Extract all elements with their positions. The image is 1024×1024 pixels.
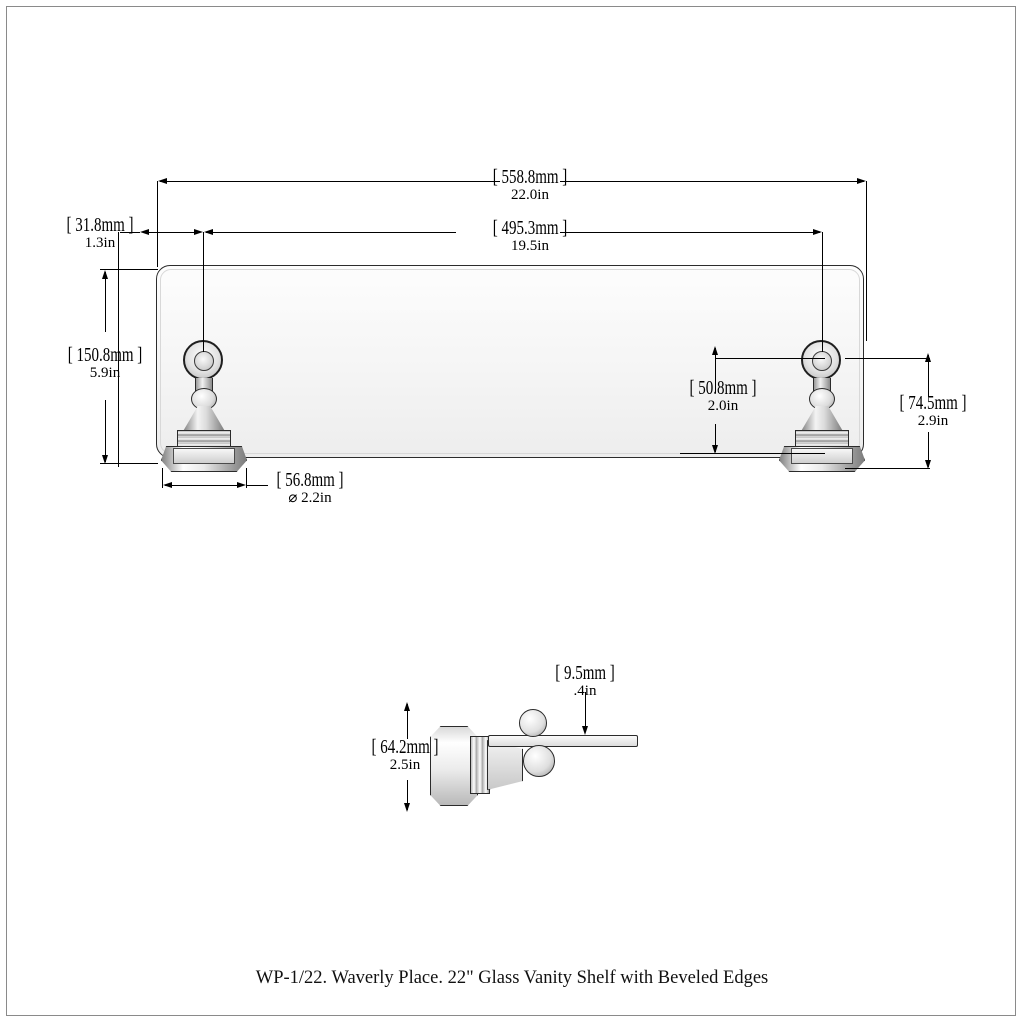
arrowhead-left-overall [158,178,167,184]
arrowhead-ctc-left [204,229,213,235]
shelf-bevel-edge [160,269,860,454]
dimension-line-ctc-left [206,232,456,233]
dimension-line-overall-right [560,181,864,182]
bracket-rosette-icon [801,340,841,380]
extension-line-center-left-post [203,232,204,352]
dim-side-projection: [ 64.2mm ] 2.5in [371,737,439,773]
extension-line-drop-top [715,358,825,359]
dimension-line-depth-bottom [105,400,106,462]
dimension-line-overall-left [160,181,500,182]
dim-edge-to-center: [ 31.8mm ] 1.3in [66,215,134,251]
bracket-cone [800,406,844,433]
side-view-upper-ball [519,709,547,737]
extension-line-center-right-post [822,232,823,352]
extension-line-drop-bottom [680,453,825,454]
page-border [6,6,1016,1016]
right-bracket [773,340,869,470]
bracket-base-inner [173,448,235,464]
side-view-glass-edge [488,735,638,747]
arrowhead-drop-up [712,346,718,355]
dim-center-to-center: [ 495.3mm ] 19.5in [492,218,568,254]
dim-overall-width: [ 558.8mm ] 22.0in [492,167,568,203]
arrowhead-right-overall [857,178,866,184]
arrowhead-thickness [582,726,588,735]
drawing-caption: WP-1/22. Waverly Place. 22" Glass Vanity Shelf with Beveled Edges [255,968,769,988]
left-bracket [155,340,251,470]
arrowhead-base-left [163,482,172,488]
dim-base-diameter: [ 56.8mm ] ⌀ 2.2in [276,470,344,506]
arrowhead-depth-up [102,270,108,279]
dim-bracket-height: [ 74.5mm ] 2.9in [899,393,967,429]
arrowhead-base-right [237,482,246,488]
dim-glass-thickness: [ 9.5mm ] .4in [555,663,615,699]
arrowhead-projection-up [404,702,410,711]
bracket-cone [182,406,226,433]
dim-mount-drop: [ 50.8mm ] 2.0in [689,378,757,414]
extension-line-bracket-bottom [845,468,930,469]
extension-line-bracket-top [845,358,930,359]
dimension-line-depth-top [105,272,106,332]
dim-shelf-depth: [ 150.8mm ] 5.9in [67,345,143,381]
glass-shelf-front-view [156,265,864,458]
side-view-lower-ball [523,745,555,777]
arrowhead-ctc-right [813,229,822,235]
extension-line-depth-bottom [100,463,158,464]
dimension-line-base-diameter [165,485,243,486]
extension-line-depth-top [100,269,158,270]
bracket-base-inner [791,448,853,464]
arrowhead-projection-down [404,803,410,812]
arrowhead-edge-offset-right [194,229,203,235]
extension-line-right-overall [866,181,867,341]
